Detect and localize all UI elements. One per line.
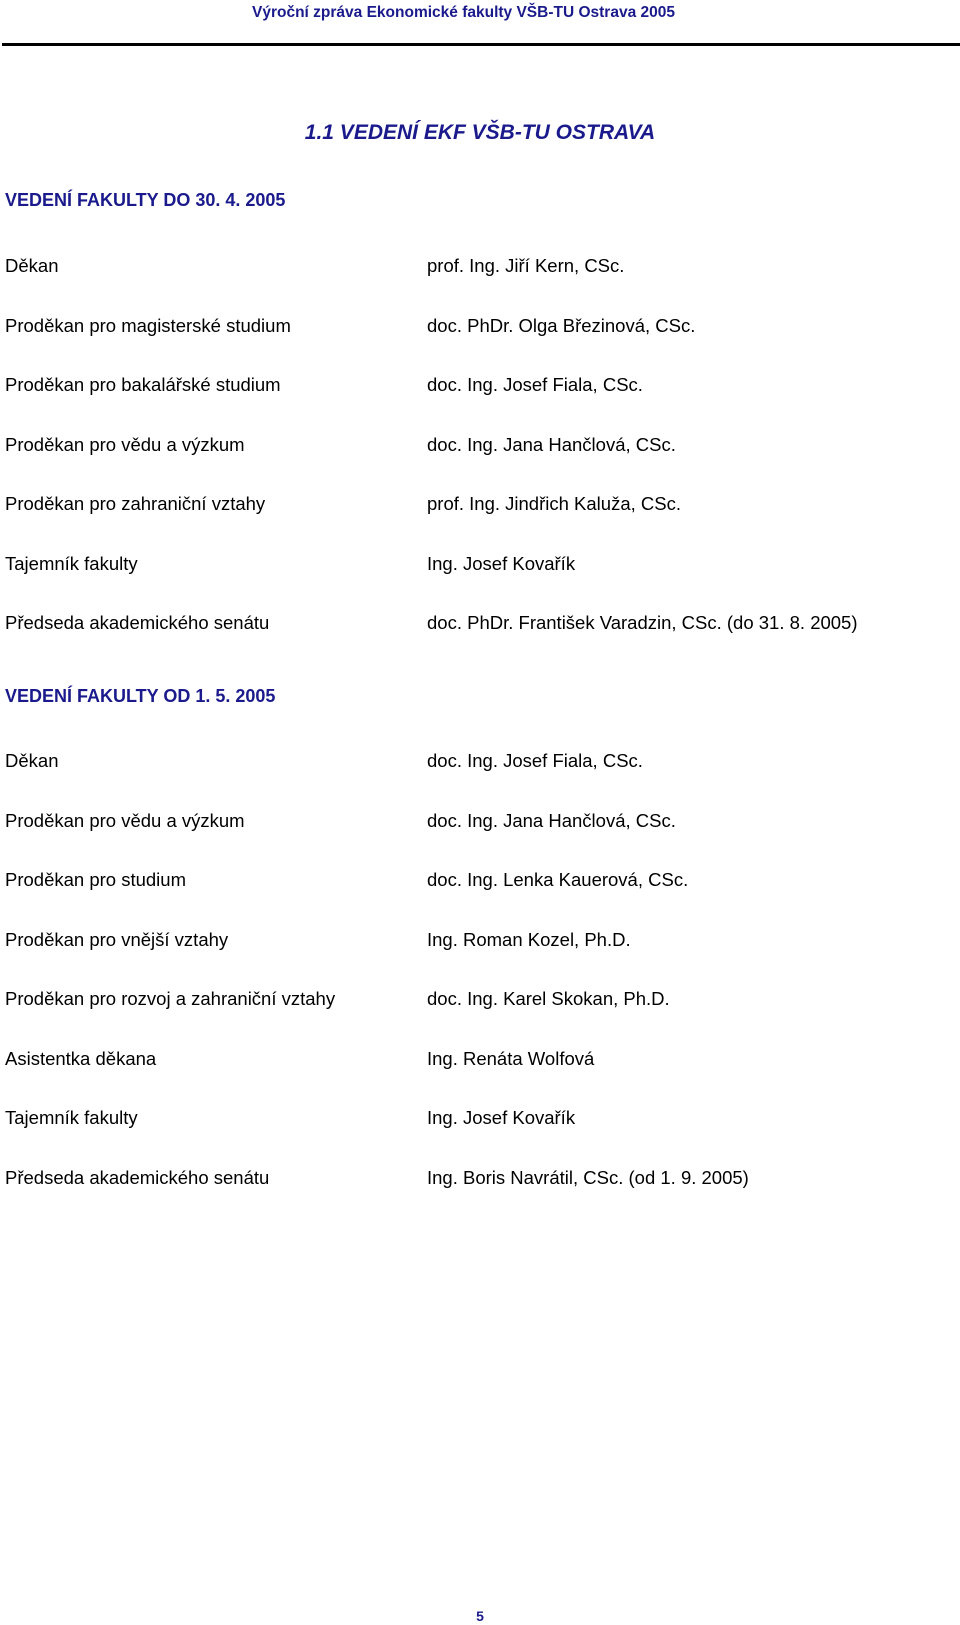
person-name: Ing. Josef Kovařík — [427, 1107, 576, 1128]
role-label: Tajemník fakulty — [5, 1107, 138, 1128]
role-label: Děkan — [5, 750, 59, 771]
role-label: Proděkan pro vědu a výzkum — [5, 433, 245, 455]
role-label: Předseda akademického senátu — [5, 1166, 270, 1188]
person-name: prof. Ing. Jiří Kern, CSc. — [427, 255, 625, 276]
person-name: doc. Ing. Lenka Kauerová, CSc. — [427, 869, 689, 890]
table-row — [0, 612, 960, 672]
role-label: Předseda akademického senátu — [5, 612, 270, 633]
person-name: Ing. Josef Kovařík — [427, 552, 576, 574]
role-label: Proděkan pro zahraniční vztahy — [5, 493, 266, 514]
person-name: doc. Ing. Josef Fiala, CSc. — [427, 750, 643, 771]
table-row — [0, 929, 960, 989]
role-label: Proděkan pro studium — [5, 869, 186, 890]
role-label: Proděkan pro vnější vztahy — [5, 928, 229, 950]
table-row — [0, 434, 960, 494]
person-name: prof. Ing. Jindřich Kaluža, CSc. — [427, 493, 681, 514]
table-row — [0, 315, 960, 375]
section-heading-from-2005-05-01: VEDENÍ FAKULTY OD 1. 5. 2005 — [5, 686, 276, 706]
role-label: Proděkan pro rozvoj a zahraniční vztahy — [5, 988, 336, 1009]
person-name: doc. Ing. Jana Hančlová, CSc. — [427, 809, 676, 831]
section-heading-until-2005-04-30: VEDENÍ FAKULTY DO 30. 4. 2005 — [5, 190, 286, 210]
table-row — [0, 988, 960, 1048]
role-label: Děkan — [5, 255, 59, 276]
table-row — [0, 553, 960, 613]
report-title: Výroční zpráva Ekonomické fakulty VŠB-TU Ostrava 2005 — [252, 4, 675, 21]
page-header — [0, 0, 960, 45]
person-name: Ing. Boris Navrátil, CSc. (od 1. 9. 2005) — [427, 1166, 749, 1188]
role-label: Asistentka děkana — [5, 1047, 157, 1069]
table-row — [0, 255, 960, 315]
table-row — [0, 1107, 960, 1167]
role-label: Proděkan pro vědu a výzkum — [5, 809, 245, 831]
role-label: Proděkan pro bakalářské studium — [5, 374, 281, 395]
page-number: 5 — [476, 1608, 484, 1624]
table-row — [0, 750, 960, 810]
role-label: Tajemník fakulty — [5, 552, 138, 574]
leadership-table-until-2005-04-30 — [0, 255, 960, 672]
header-divider — [2, 43, 960, 46]
table-row — [0, 869, 960, 929]
table-row — [0, 374, 960, 434]
person-name: Ing. Renáta Wolfová — [427, 1047, 595, 1069]
leadership-table-from-2005-05-01 — [0, 750, 960, 1226]
person-name: doc. PhDr. František Varadzin, CSc. (do 31. 8. 2005) — [427, 612, 858, 633]
table-row — [0, 810, 960, 870]
table-row — [0, 493, 960, 553]
person-name: Ing. Roman Kozel, Ph.D. — [427, 928, 631, 950]
person-name: doc. Ing. Josef Fiala, CSc. — [427, 374, 643, 395]
table-row — [0, 1048, 960, 1108]
person-name: doc. Ing. Jana Hančlová, CSc. — [427, 433, 676, 455]
table-row — [0, 1167, 960, 1227]
person-name: doc. PhDr. Olga Březinová, CSc. — [427, 314, 696, 336]
role-label: Proděkan pro magisterské studium — [5, 314, 291, 336]
chapter-title: 1.1 VEDENÍ EKF VŠB-TU OSTRAVA — [304, 121, 656, 144]
person-name: doc. Ing. Karel Skokan, Ph.D. — [427, 988, 670, 1009]
